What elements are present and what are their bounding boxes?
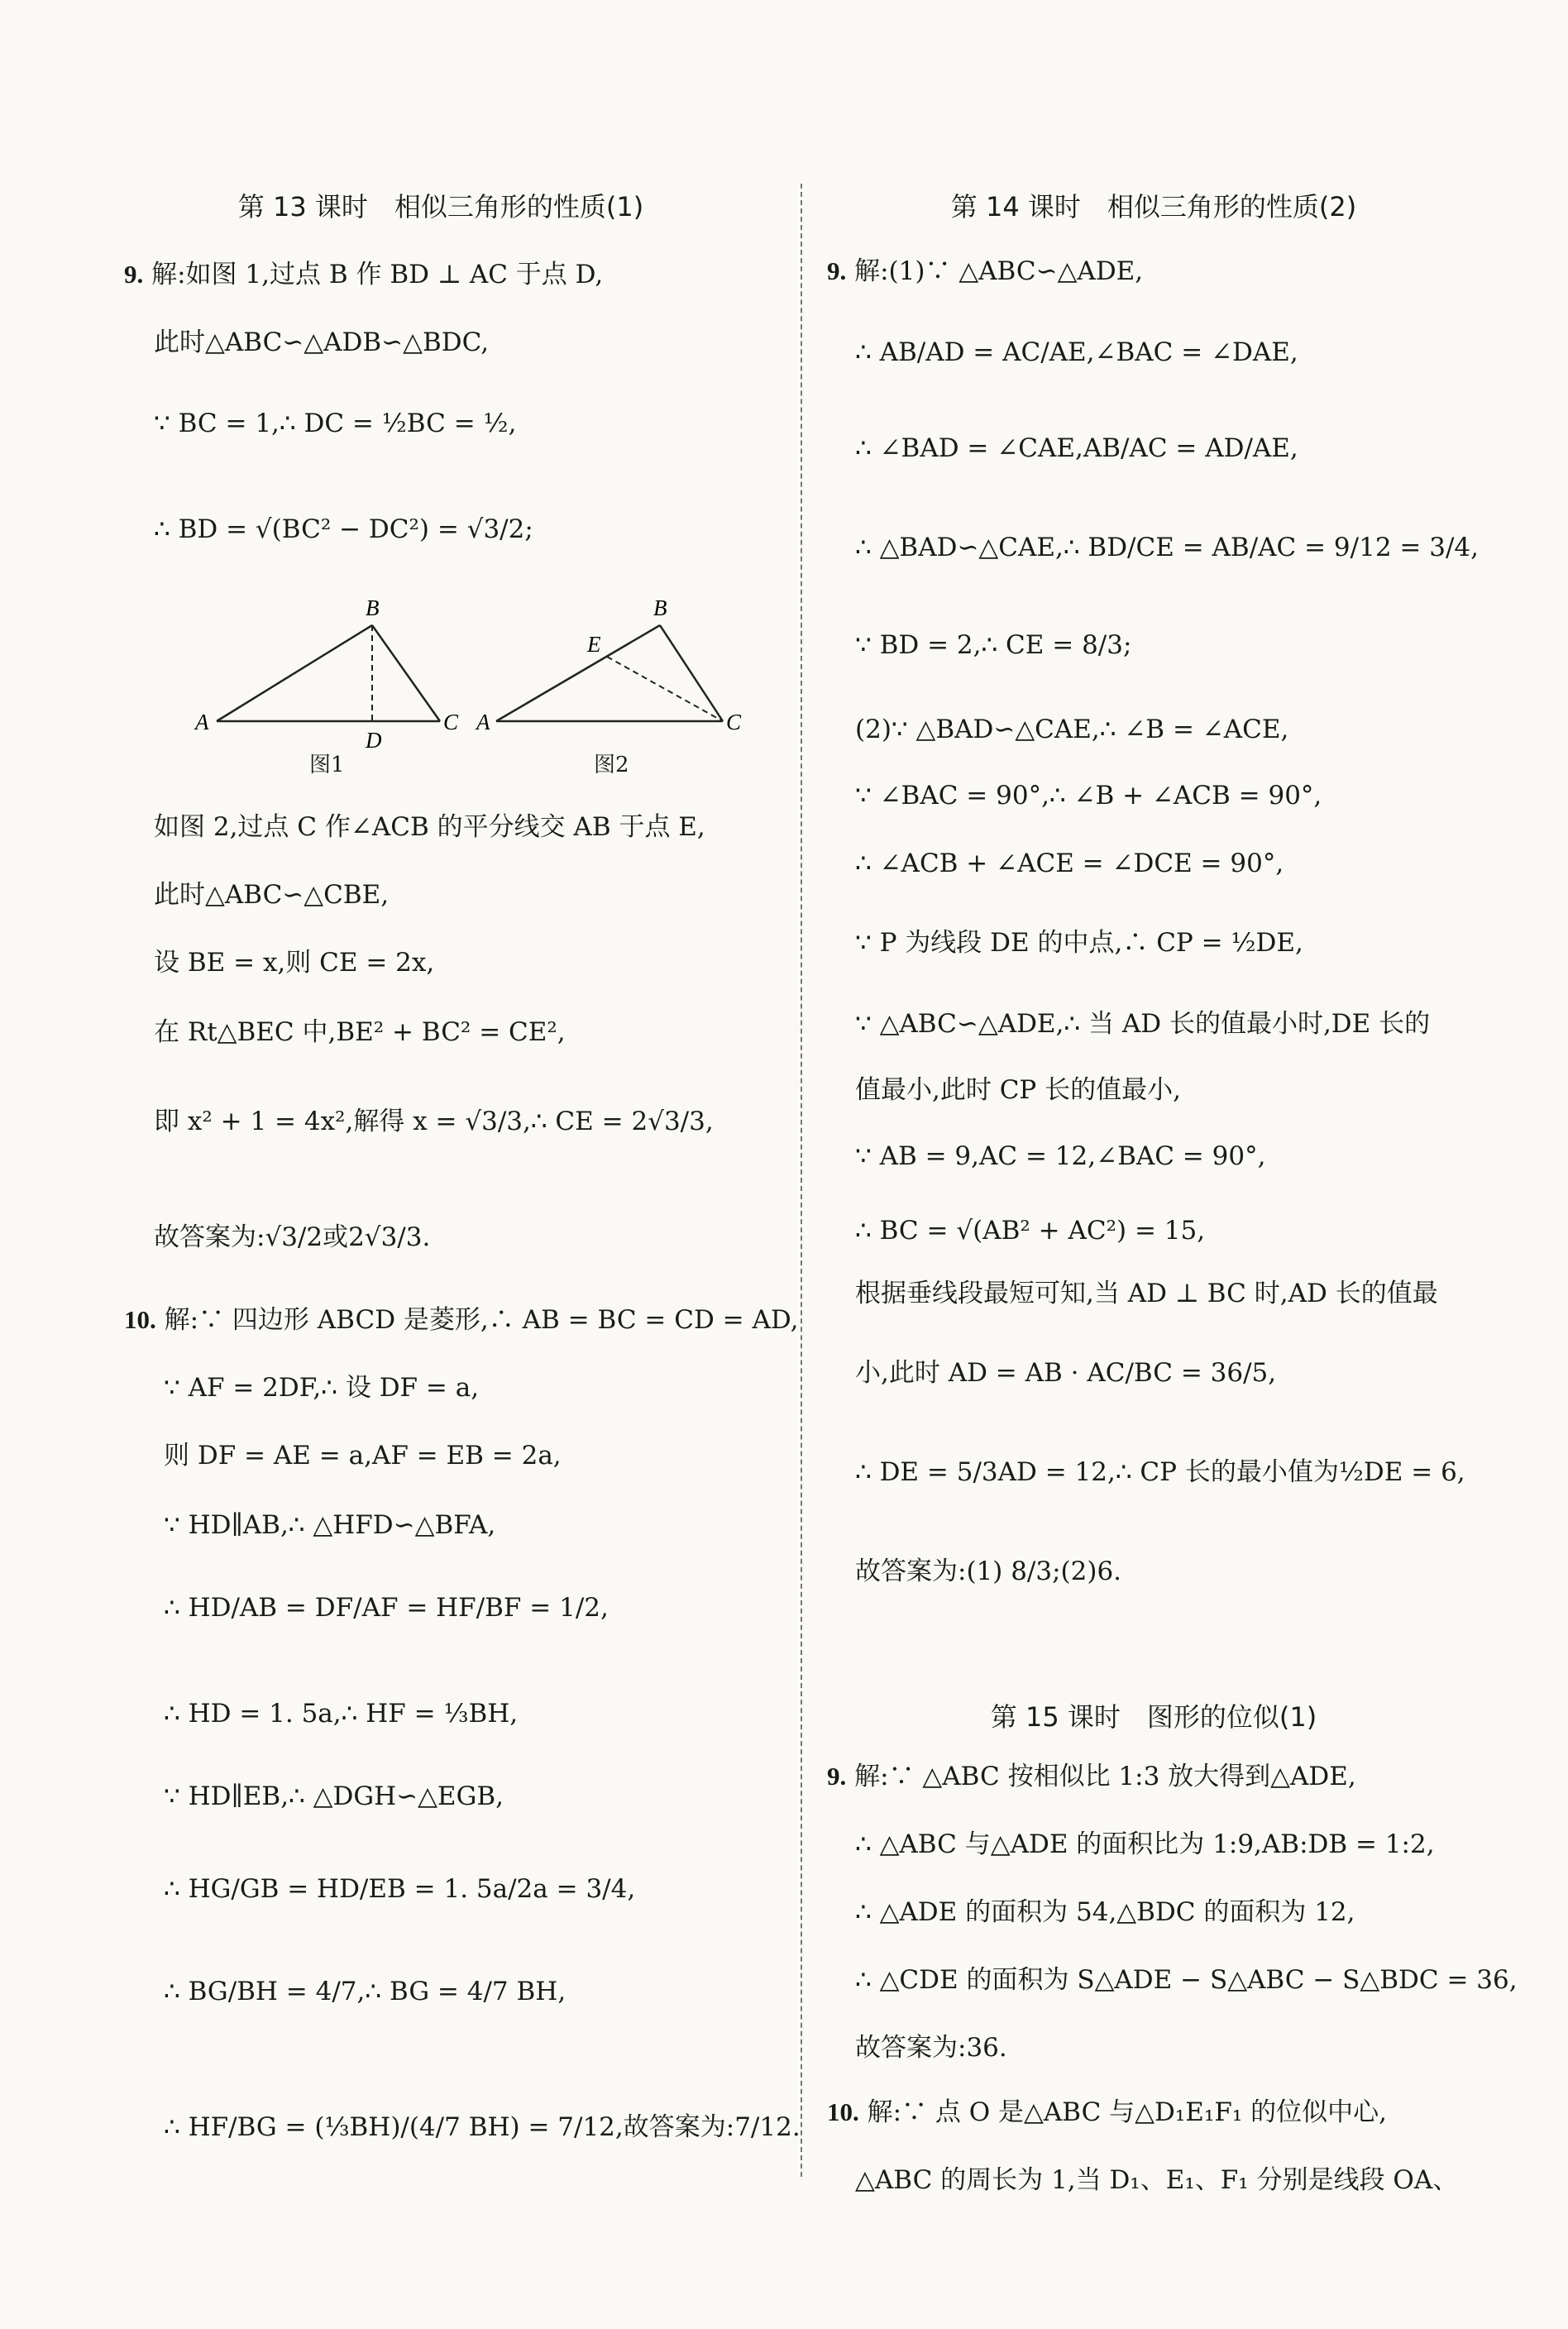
left-q10-line-10: ∴ HF/BG = (⅓BH)/(4/7 BH) = 7/12,故答案为:7/12. xyxy=(164,2112,801,2142)
column-divider xyxy=(801,184,802,2177)
question-number: 10. xyxy=(827,2097,859,2126)
left-q10-line-3: 则 DF = AE = a,AF = EB = 2a, xyxy=(164,1441,562,1471)
right-q9-line-13: ∴ BC = √(AB² + AC²) = 15, xyxy=(855,1216,1206,1246)
lesson15-q9-line-4: ∴ △CDE 的面积为 S△ADE − S△ABC − S△BDC = 36, xyxy=(855,1965,1518,1995)
right-q9-line-3: ∴ ∠BAD = ∠CAE,AB/AC = AD/AE, xyxy=(855,433,1298,463)
left-q9-line-7: 设 BE = x,则 CE = 2x, xyxy=(154,948,435,978)
lesson15-q10-line-2: △ABC 的周长为 1,当 D₁、E₁、F₁ 分别是线段 OA、 xyxy=(855,2165,1459,2195)
left-q10-line-4: ∵ HD∥AB,∴ △HFD∽△BFA, xyxy=(164,1510,496,1540)
right-q9-line-12: ∵ AB = 9,AC = 12,∠BAC = 90°, xyxy=(855,1141,1266,1171)
right-q9-line-9: ∵ P 为线段 DE 的中点,∴ CP = ½DE, xyxy=(855,928,1303,958)
question-number: 9. xyxy=(827,1762,847,1791)
lesson15-q9-line-5: 故答案为:36. xyxy=(855,2033,1007,2063)
question-number: 10. xyxy=(124,1305,156,1334)
left-q10-line-6: ∴ HD = 1. 5a,∴ HF = ⅓BH, xyxy=(164,1699,519,1729)
line-text: 解:∵ 点 O 是△ABC 与△D₁E₁F₁ 的位似中心, xyxy=(867,2097,1388,2127)
left-q10-line-7: ∵ HD∥EB,∴ △DGH∽△EGB, xyxy=(164,1781,504,1811)
figure-2-caption: 图2 xyxy=(594,753,629,777)
question-number: 9. xyxy=(124,260,144,289)
right-q9-line-11: 值最小,此时 CP 长的值最小, xyxy=(855,1075,1181,1105)
fig1-label-d: D xyxy=(366,728,382,753)
lesson15-q10-line-1 xyxy=(827,2094,1387,2131)
right-q9-line-17: 故答案为:(1) 8/3;(2)6. xyxy=(855,1557,1122,1586)
heading-lesson-14: 第 14 课时 相似三角形的性质(2) xyxy=(950,191,1357,222)
left-q9-line-10: 故答案为:√3/2或2√3/3. xyxy=(154,1222,431,1252)
fig2-label-b: B xyxy=(653,595,667,620)
heading-lesson-13: 第 13 课时 相似三角形的性质(1) xyxy=(237,191,644,222)
lesson15-q9-line-2: ∴ △ABC 与△ADE 的面积比为 1:9,AB:DB = 1:2, xyxy=(855,1829,1435,1859)
fig1-label-b: B xyxy=(366,595,380,620)
right-q9-line-7: ∵ ∠BAC = 90°,∴ ∠B + ∠ACB = 90°, xyxy=(855,781,1322,811)
right-q9-line-6: (2)∵ △BAD∽△CAE,∴ ∠B = ∠ACE, xyxy=(855,715,1289,744)
line-text: 解:∵ △ABC 按相似比 1:3 放大得到△ADE, xyxy=(854,1762,1356,1791)
line-text: 解:(1)∵ △ABC∽△ADE, xyxy=(854,256,1144,286)
left-q9-line-5: 如图 2,过点 C 作∠ACB 的平分线交 AB 于点 E, xyxy=(154,812,705,842)
fig1-label-a: A xyxy=(195,710,209,734)
lesson15-q9-line-3: ∴ △ADE 的面积为 54,△BDC 的面积为 12, xyxy=(855,1897,1355,1927)
left-q9-line-3: ∵ BC = 1,∴ DC = ½BC = ½, xyxy=(154,409,517,438)
right-q9-line-4: ∴ △BAD∽△CAE,∴ BD/CE = AB/AC = 9/12 = 3/4, xyxy=(855,533,1479,562)
question-number: 9. xyxy=(827,256,847,285)
right-q9-line-15: 小,此时 AD = AB · AC/BC = 36/5, xyxy=(855,1358,1277,1388)
left-q9-line-6: 此时△ABC∽△CBE, xyxy=(154,880,390,910)
fig1-side-bc xyxy=(372,625,440,721)
fig2-bisector-ce xyxy=(607,657,723,721)
left-q10-line-9: ∴ BG/BH = 4/7,∴ BG = 4/7 BH, xyxy=(164,1977,566,2006)
right-q9-line-10: ∵ △ABC∽△ADE,∴ 当 AD 长的值最小时,DE 长的 xyxy=(855,1009,1431,1039)
right-q9-line-2: ∴ AB/AD = AC/AE,∠BAC = ∠DAE, xyxy=(855,337,1298,367)
line-text: 解:∵ 四边形 ABCD 是菱形,∴ AB = BC = CD = AD, xyxy=(164,1305,799,1335)
right-q9-line-8: ∴ ∠ACB + ∠ACE = ∠DCE = 90°, xyxy=(855,849,1284,878)
line-text: 解:如图 1,过点 B 作 BD ⊥ AC 于点 D, xyxy=(151,260,604,289)
figure-1-caption: 图1 xyxy=(309,753,345,777)
fig2-label-a: A xyxy=(476,710,490,734)
left-q9-line-9: 即 x² + 1 = 4x²,解得 x = √3/3,∴ CE = 2√3/3, xyxy=(154,1107,714,1136)
lesson15-q9-line-1 xyxy=(827,1758,1356,1795)
heading-lesson-15: 第 15 课时 图形的位似(1) xyxy=(990,1701,1317,1733)
left-q9-line-8: 在 Rt△BEC 中,BE² + BC² = CE², xyxy=(154,1017,566,1047)
fig1-label-c: C xyxy=(443,710,459,734)
left-q9-line-1 xyxy=(124,256,603,293)
right-q9-line-1 xyxy=(827,253,1143,289)
right-q9-line-16: ∴ DE = 5/3AD = 12,∴ CP 长的最小值为½DE = 6, xyxy=(855,1457,1465,1487)
left-q9-line-2: 此时△ABC∽△ADB∽△BDC, xyxy=(154,328,490,357)
right-q9-line-5: ∵ BD = 2,∴ CE = 8/3; xyxy=(855,630,1132,660)
fig2-side-bc xyxy=(660,625,723,721)
left-q10-line-2: ∵ AF = 2DF,∴ 设 DF = a, xyxy=(164,1373,480,1403)
fig1-side-ab xyxy=(217,625,372,721)
left-q10-line-5: ∴ HD/AB = DF/AF = HF/BF = 1/2, xyxy=(164,1593,609,1623)
fig2-label-c: C xyxy=(726,710,742,734)
left-q9-line-4: ∴ BD = √(BC² − DC²) = √3/2; xyxy=(154,514,533,544)
figure-2-triangle xyxy=(471,595,753,761)
fig2-label-e: E xyxy=(587,632,601,657)
figure-1-triangle xyxy=(190,595,471,761)
left-q10-line-1 xyxy=(124,1302,799,1338)
right-q9-line-14: 根据垂线段最短可知,当 AD ⊥ BC 时,AD 长的值最 xyxy=(855,1279,1438,1308)
left-q10-line-8: ∴ HG/GB = HD/EB = 1. 5a/2a = 3/4, xyxy=(164,1874,636,1904)
